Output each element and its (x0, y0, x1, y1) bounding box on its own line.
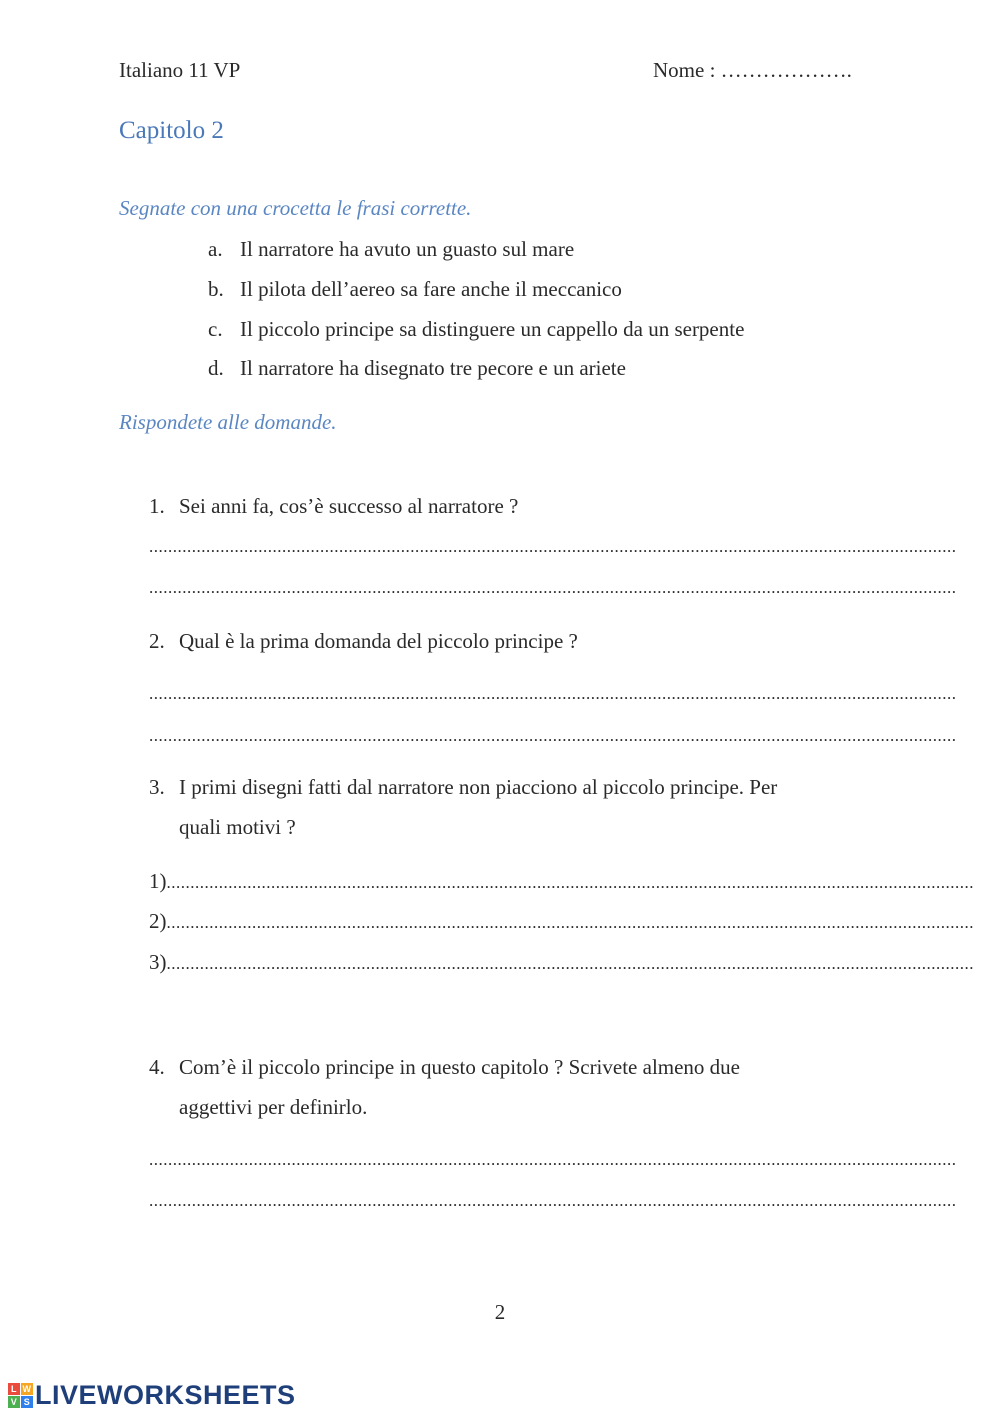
option-item-c[interactable]: Il piccolo principe sa distinguere un cappello da un serpente (240, 317, 745, 341)
question-4-text: Com’è il piccolo principe in questo capitolo ? Scrivete almeno due (179, 1055, 741, 1079)
answer-line-q2-2[interactable]: .......................................................................................................................................................................... (149, 726, 957, 745)
option-letter: a. (208, 237, 223, 261)
question-number: 1. (149, 494, 165, 518)
question-number: 4. (149, 1055, 165, 1079)
sub-answer-1[interactable] (149, 869, 974, 894)
answer-dots: .......................................................................................................................................................................... (166, 913, 974, 932)
answer-line-q4-1[interactable]: .......................................................................................................................................................................... (149, 1150, 957, 1169)
instruction-select-correct: Segnate con una crocetta le frasi corrette. (119, 196, 472, 220)
page-number: 2 (494, 1300, 506, 1324)
question-3-text-cont: quali motivi ? (179, 815, 296, 839)
answer-dots: .......................................................................................................................................................................... (166, 873, 974, 892)
sub-answer-label: 1) (149, 869, 167, 893)
sub-answer-label: 3) (149, 950, 167, 974)
answer-line-q1-1[interactable]: .......................................................................................................................................................................... (149, 537, 957, 556)
logo-cell: W (22, 1384, 32, 1394)
liveworksheets-logo (8, 1380, 296, 1411)
brand-name: LIVEWORKSHEETS (35, 1380, 296, 1410)
question-2-text: Qual è la prima domanda del piccolo principe ? (179, 629, 578, 653)
answer-dots: .......................................................................................................................................................................... (166, 954, 974, 973)
answer-line-q4-2[interactable]: .......................................................................................................................................................................... (149, 1191, 957, 1210)
question-number: 3. (149, 775, 165, 799)
name-field[interactable]: Nome : ………………. (653, 58, 852, 82)
question-4-text-cont: aggettivi per definirlo. (179, 1095, 368, 1119)
question-1-text: Sei anni fa, cos’è successo al narratore ? (179, 494, 519, 518)
answer-line-q1-2[interactable]: .......................................................................................................................................................................... (149, 578, 957, 597)
option-item-d[interactable]: Il narratore ha disegnato tre pecore e un ariete (240, 356, 626, 380)
logo-cell: S (21, 1396, 33, 1408)
option-item-b[interactable]: Il pilota dell’aereo sa fare anche il meccanico (240, 277, 622, 301)
chapter-title: Capitolo 2 (119, 117, 224, 144)
sub-answer-3[interactable] (149, 950, 974, 975)
option-letter: b. (208, 277, 224, 301)
sub-answer-2[interactable] (149, 909, 974, 934)
instruction-answer-questions: Rispondete alle domande. (119, 410, 337, 434)
question-number: 2. (149, 629, 165, 653)
question-3-text: I primi disegni fatti dal narratore non piacciono al piccolo principe. Per (179, 775, 778, 799)
option-item-a[interactable]: Il narratore ha avuto un guasto sul mare (240, 237, 575, 261)
liveworksheets-logo-icon (8, 1383, 33, 1408)
course-label: Italiano 11 VP (119, 58, 241, 82)
option-letter: d. (208, 356, 224, 380)
logo-cell: L (8, 1383, 20, 1395)
sub-answer-label: 2) (149, 909, 167, 933)
logo-cell: V (8, 1396, 20, 1408)
option-letter: c. (208, 317, 223, 341)
answer-line-q2-1[interactable]: .......................................................................................................................................................................... (149, 684, 957, 703)
